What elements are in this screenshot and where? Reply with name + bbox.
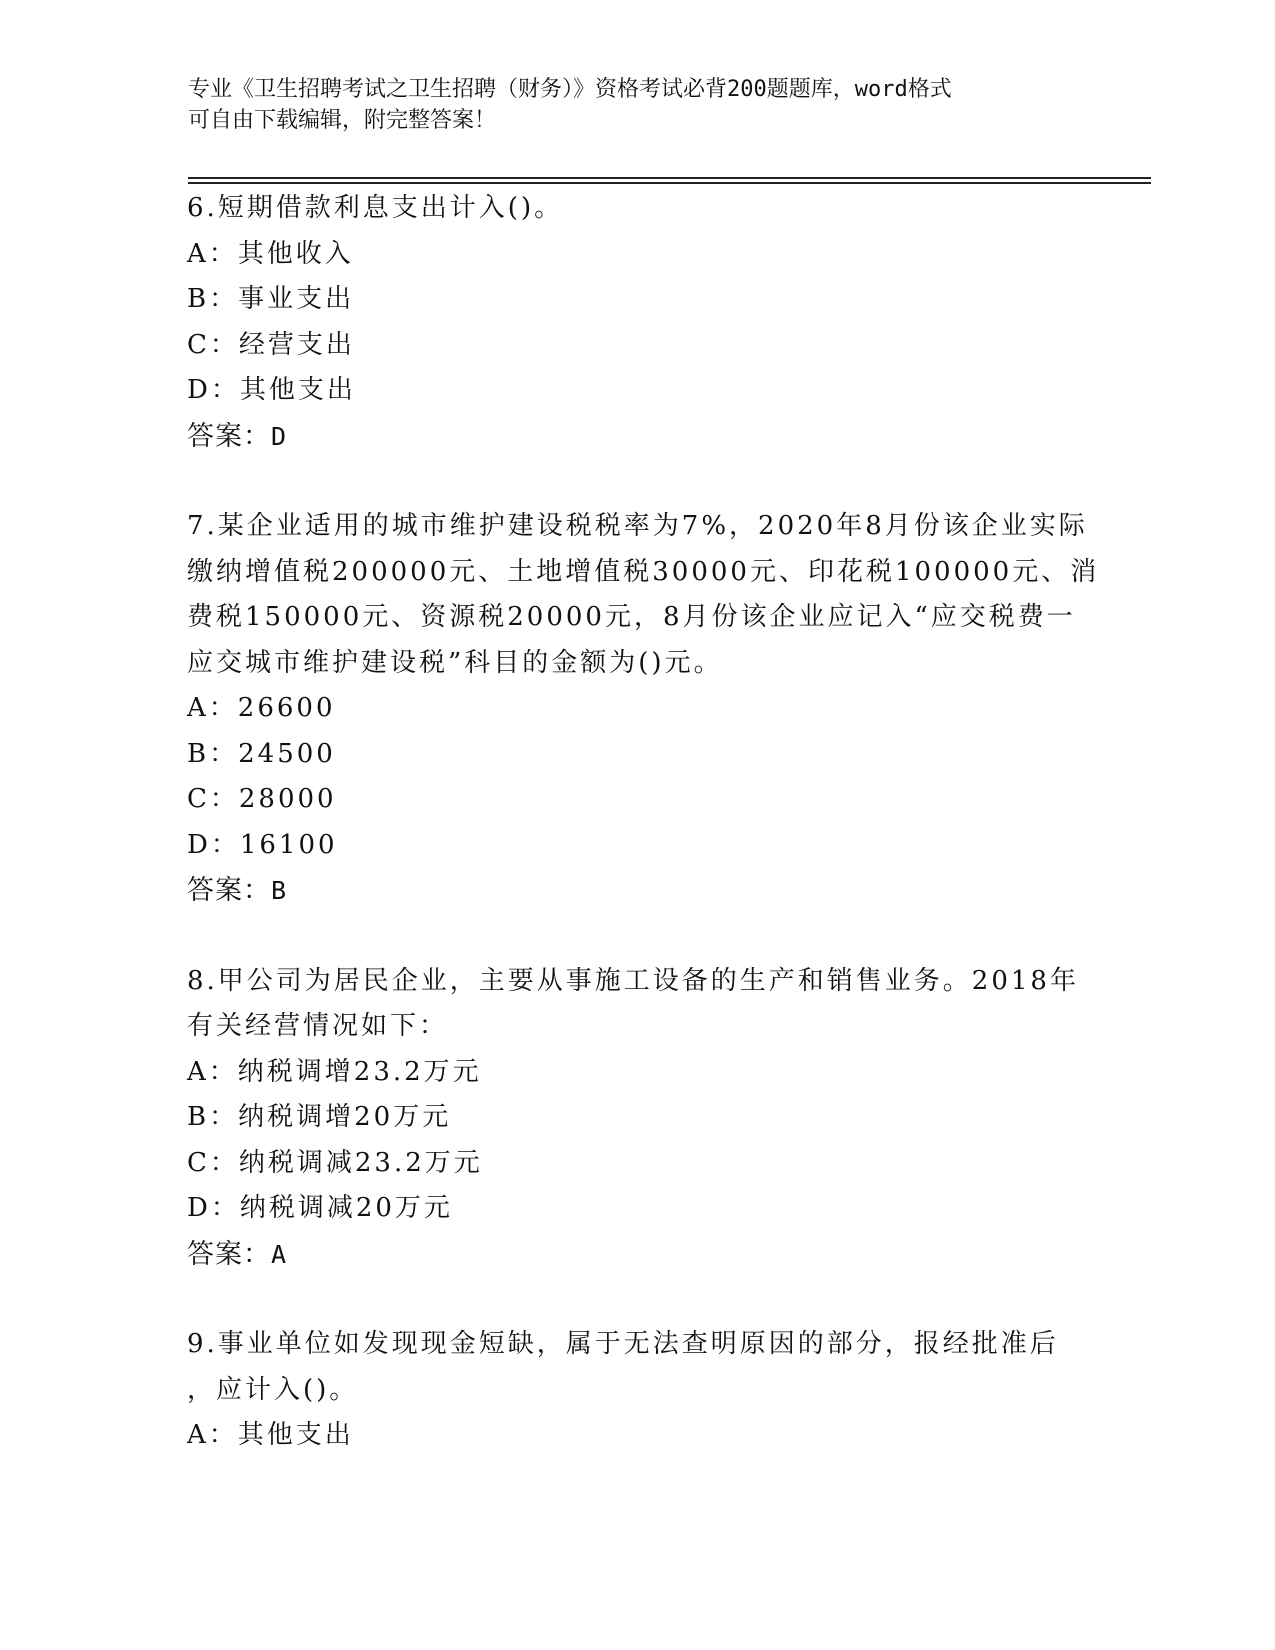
answer-line [187, 414, 1087, 460]
question-gap [187, 459, 1087, 504]
document-header [188, 74, 1088, 136]
question-list [187, 186, 1100, 1459]
question-text: 6.短期借款利息支出计入()。 [187, 193, 564, 223]
question-text-line-1: 7.某企业适用的城市维护建设税税率为7%，2020年8月份该企业实际 [187, 511, 1088, 541]
question-text-line-2: 缴纳增值税200000元、土地增值税30000元、印花税100000元、消 [187, 556, 1100, 587]
header-rule-bottom [188, 182, 1151, 184]
answer-value: A [271, 1239, 288, 1269]
option-b: B：纳税调增20万元 [187, 1102, 452, 1132]
answer-value: D [271, 421, 288, 451]
answer-label: 答案： [187, 1238, 271, 1270]
answer-value: B [271, 876, 288, 905]
option-c: C：28000 [187, 784, 337, 814]
question-6 [187, 186, 1087, 459]
option-d: D：16100 [187, 829, 338, 860]
option-a: A：26600 [187, 693, 336, 723]
option-d: D：其他支出 [187, 375, 356, 405]
answer-label: 答案： [187, 420, 271, 452]
question-text-line-1: 8.甲公司为居民企业，主要从事施工设备的生产和销售业务。2018年 [187, 965, 1079, 996]
question-text-line-1: 9.事业单位如发现现金短缺，属于无法查明原因的部分，报经批准后 [187, 1329, 1059, 1359]
question-text-line-2: ，应计入()。 [187, 1374, 359, 1405]
option-b: B：24500 [187, 738, 336, 769]
option-c: C：经营支出 [187, 329, 355, 360]
option-c: C：纳税调减23.2万元 [187, 1147, 483, 1178]
option-a: A：其他支出 [187, 1420, 354, 1450]
option-b: B：事业支出 [187, 284, 355, 314]
question-8 [187, 959, 1087, 1278]
answer-label: 答案： [187, 875, 271, 906]
option-d: D：纳税调减20万元 [187, 1193, 453, 1223]
option-a: A：其他收入 [187, 238, 354, 269]
answer-line [187, 1232, 1087, 1278]
header-title-line-2: 可自由下载编辑，附完整答案！ [188, 108, 497, 133]
question-gap [187, 914, 1087, 959]
header-title-line-1: 专业《卫生招聘考试之卫生招聘（财务）》资格考试必背200题题库，word格式 [188, 77, 952, 102]
question-9 [187, 1322, 1087, 1459]
answer-line [187, 868, 1087, 914]
question-7 [187, 504, 1100, 914]
header-rule-top [188, 177, 1151, 179]
question-text-line-2: 有关经营情况如下： [187, 1011, 449, 1041]
option-a: A：纳税调增23.2万元 [187, 1056, 482, 1087]
question-gap [187, 1277, 1087, 1322]
question-text-line-4: 应交城市维护建设税”科目的金额为()元。 [187, 647, 723, 678]
question-text-line-3: 费税150000元、资源税20000元，8月份该企业应记入“应交税费一 [187, 602, 1076, 632]
